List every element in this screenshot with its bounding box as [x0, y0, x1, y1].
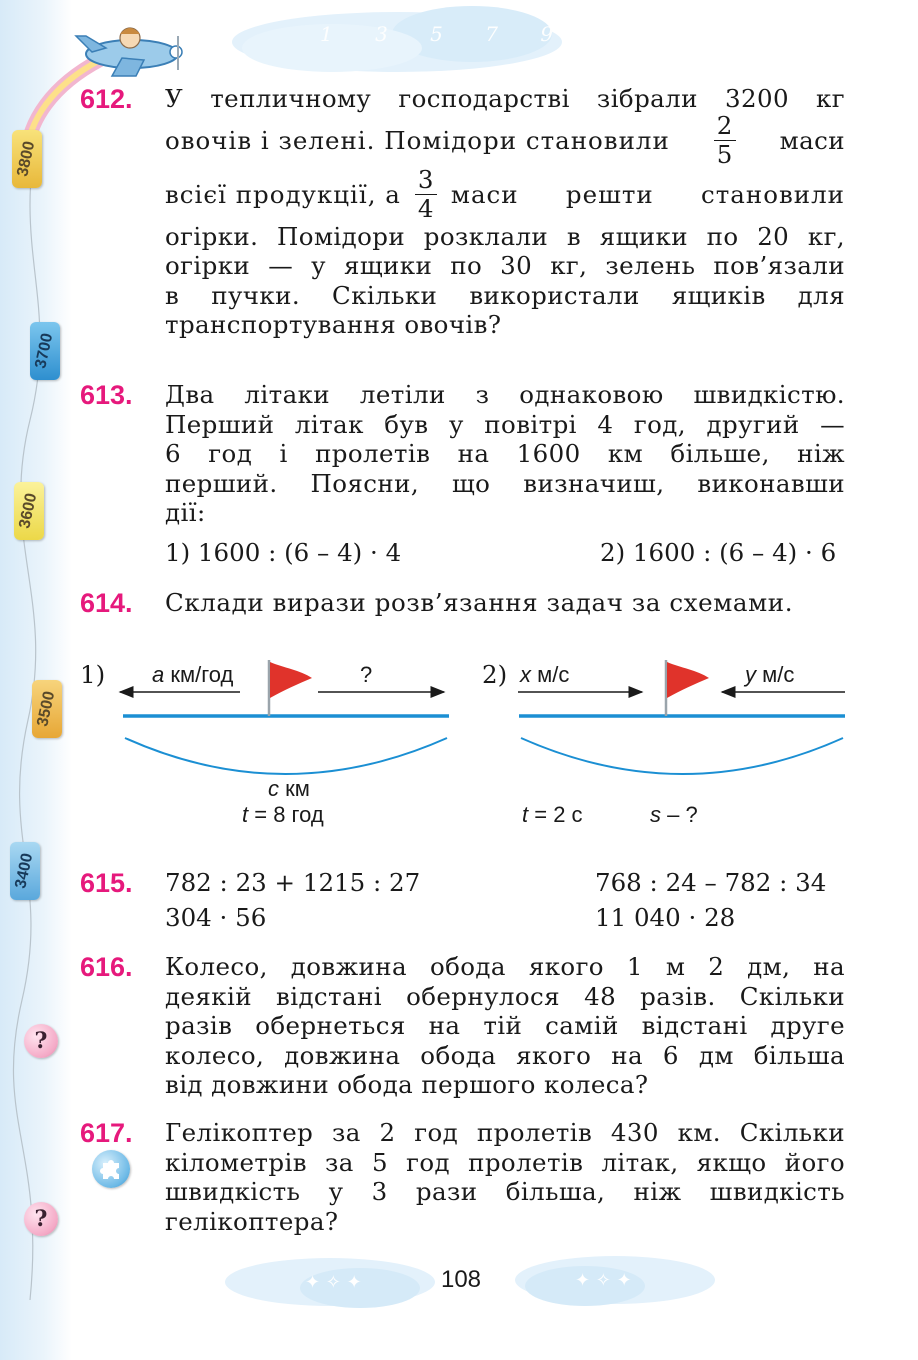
svg-text:✦ ✧ ✦: ✦ ✧ ✦ [575, 1270, 632, 1291]
problem-line: огірки. Помідори розклали в ящики по 20 кг, [165, 221, 845, 251]
scheme-1-distance-arc [125, 738, 447, 774]
problem-number: 613. [80, 380, 133, 410]
ruler-tag-3700: 3700 [30, 322, 60, 380]
problem-line: транспортування овочів? [165, 310, 502, 339]
expression-613-1: 1) 1600 : (6 – 4) · 4 [165, 538, 402, 567]
expression-615-2: 768 : 24 – 782 : 34 [595, 868, 827, 897]
ruler-tag-3800: 3800 [12, 130, 42, 188]
scheme-1-number: 1) [80, 660, 106, 689]
problem-number: 617. [80, 1118, 133, 1148]
scheme-2-time-label: t = 2 с [522, 802, 583, 827]
problem-line: маси решти становили [450, 179, 845, 209]
scheme-2-left-speed-label: x м/с [520, 662, 570, 687]
problem-line: дії: [165, 498, 206, 527]
ruler-tag-3500: 3500 [32, 680, 62, 738]
problem-line: гелікоптера? [165, 1206, 339, 1236]
problem-line: Два літаки летіли з однаковою швидкістю. [165, 380, 845, 409]
problem-line: деякій відстані обернулося 48 разів. Скільки [165, 981, 845, 1011]
problem-line: огірки — у ящики по 30 кг, зелень пов’язали [165, 251, 845, 280]
problem-line: Гелікоптер за 2 год пролетів 430 км. Скільки [165, 1118, 845, 1147]
fraction-2-5: $\frac{2}{5}$ [714, 112, 736, 169]
ruler-tag-3600: 3600 [14, 482, 44, 540]
problem-line: овочів і зелені. Помідори становили [165, 125, 670, 155]
problem-line: 6 год і пролетів на 1600 км більше, ніж [165, 439, 845, 468]
scheme-1-flag [270, 662, 312, 698]
scheme-1-distance-label: c км [268, 776, 310, 801]
problem-616 [80, 952, 845, 1100]
expression-615-3: 304 · 56 [165, 903, 267, 932]
problem-number: 615. [80, 868, 133, 898]
question-icon: ? [24, 1024, 58, 1058]
problem-line: в пучки. Скільки використали ящиків для [165, 280, 845, 310]
top-cloud-digits: 1 3 5 7 9 [320, 22, 572, 46]
problem-text [165, 1118, 845, 1236]
problem-line: від довжини обода першого колеса? [165, 1070, 649, 1099]
problem-line: кілометрів за 5 год пролетів літак, якщо його [165, 1147, 845, 1177]
expression-615-1: 782 : 23 + 1215 : 27 [165, 868, 421, 897]
ruler-tag-3400: 3400 [10, 842, 40, 900]
scheme-1-right-speed-label: ? [360, 662, 373, 687]
problem-line: маси [779, 125, 845, 155]
problem-number: 614. [80, 588, 133, 618]
expression-615-4: 11 040 · 28 [595, 903, 736, 932]
problem-line: Перший літак був у повітрі 4 год, другий — [165, 409, 845, 439]
scheme-2-distance-arc [521, 738, 843, 774]
problem-text [165, 952, 845, 1100]
problem-line: перший. Поясни, що визначиш, виконавши [165, 468, 845, 498]
scheme-2-right-speed-label: y м/с [745, 662, 795, 687]
svg-text:✦ ✧ ✦: ✦ ✧ ✦ [305, 1272, 362, 1293]
problem-line: швидкість у 3 рази більша, ніж швидкість [165, 1177, 845, 1206]
fraction-3-4: $\frac{3}{4}$ [415, 166, 437, 223]
scheme-1-time-label: t = 8 год [242, 802, 324, 827]
problem-617 [80, 1118, 845, 1236]
scheme-2-number: 2) [482, 660, 508, 689]
scheme-2-distance-label: s – ? [650, 802, 698, 827]
problem-line: Колесо, довжина обода якого 1 м 2 дм, на [165, 952, 845, 981]
scheme-1-left-speed-label: a км/год [152, 662, 234, 687]
problem-number: 616. [80, 952, 133, 982]
problem-line: колесо, довжина обода якого на 6 дм більша [165, 1040, 845, 1070]
problem-line: Склади вирази розв’язання задач за схемами. [165, 588, 794, 617]
question-icon: ? [24, 1202, 58, 1236]
problem-line: разів обернеться на тій самій відстані друге [165, 1011, 845, 1040]
problem-line: всієї продукції, а [165, 179, 401, 209]
scheme-2-flag [667, 662, 709, 698]
page-number: 108 [440, 1266, 482, 1293]
problem-number: 612. [80, 84, 133, 114]
problem-line: У тепличному господарстві зібрали 3200 кг [165, 84, 845, 113]
bottom-clouds [0, 1240, 918, 1350]
expression-613-2: 2) 1600 : (6 – 4) · 6 [600, 538, 837, 567]
